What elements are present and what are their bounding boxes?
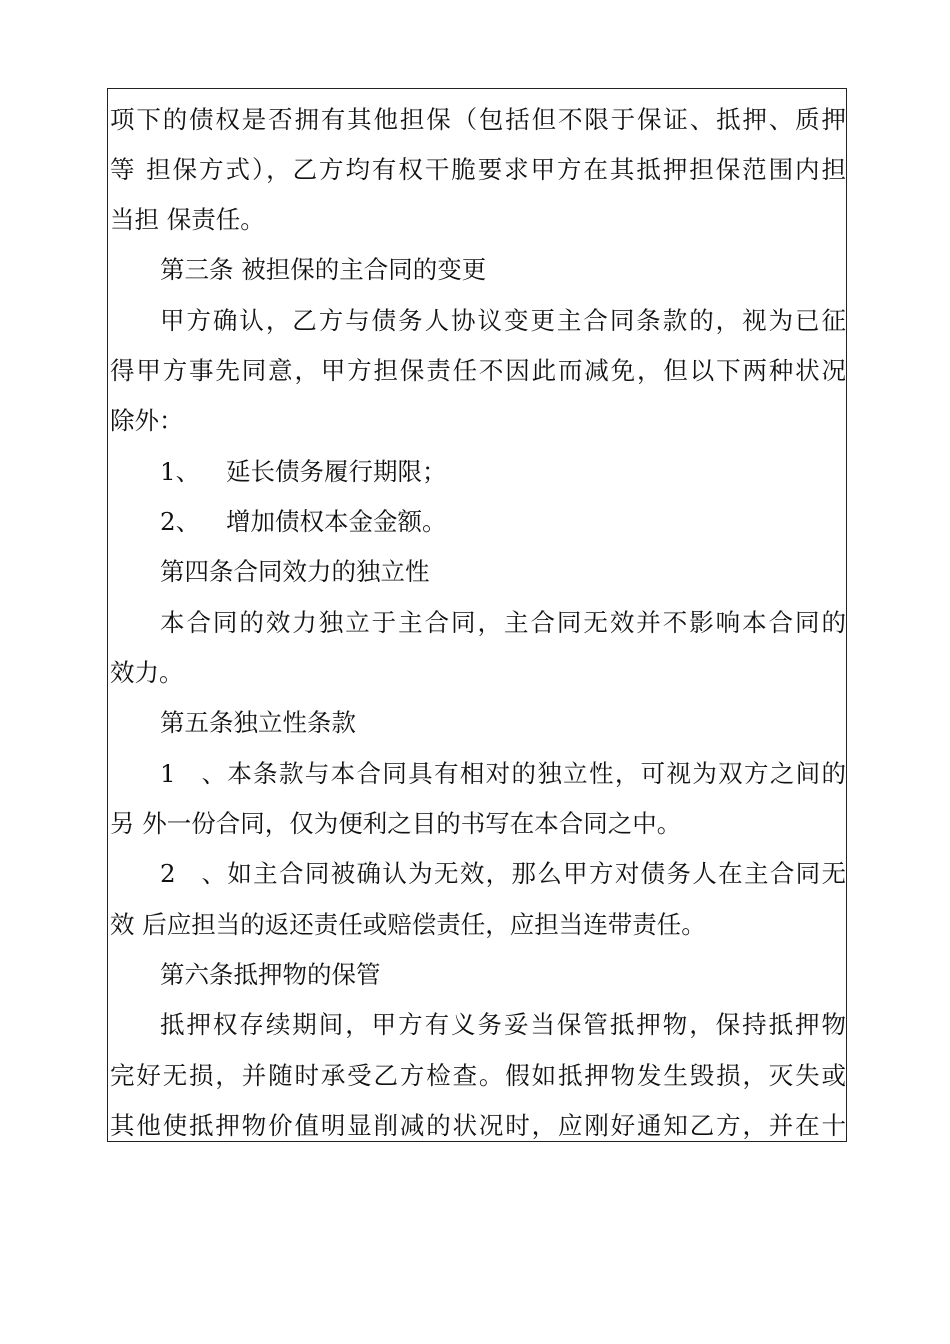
list-item-text: 本条款与本合同具有相对的独立性，可视为双方之间的 — [226, 759, 846, 788]
paragraph-line: 效 后应担当的返还责任或赔偿责任，应担当连带责任。 — [110, 910, 706, 939]
section-heading: 第五条独立性条款 — [160, 708, 356, 737]
paragraph-line: 另 外一份合同，仅为便利之目的书写在本合同之中。 — [110, 809, 682, 838]
list-item-number: 2、 — [160, 859, 226, 888]
section-heading: 第三条 被担保的主合同的变更 — [160, 255, 487, 284]
paragraph-line: 得甲方事先同意，甲方担保责任不因此而减免，但以下两种状况 — [110, 356, 846, 385]
list-item-number: 2、 — [160, 507, 201, 536]
paragraph-line: 抵押权存续期间，甲方有义务妥当保管抵押物，保持抵押物 — [160, 1010, 846, 1039]
paragraph-line: 甲方确认，乙方与债务人协议变更主合同条款的，视为已征 — [160, 306, 846, 335]
list-item-text: 增加债权本金金额。 — [226, 507, 447, 536]
list-item — [160, 756, 846, 792]
list-item — [160, 504, 846, 540]
list-item — [160, 454, 846, 490]
paragraph-line: 等 担保方式），乙方均有权干脆要求甲方在其抵押担保范围内担 — [110, 155, 846, 184]
list-item-text: 如主合同被确认为无效，那么甲方对债务人在主合同无 — [226, 859, 846, 888]
paragraph-line: 效力。 — [110, 658, 184, 687]
section-heading: 第六条抵押物的保管 — [160, 960, 381, 989]
list-item-text: 延长债务履行期限； — [226, 457, 447, 486]
list-item-number: 1、 — [160, 457, 201, 486]
paragraph-line: 完好无损，并随时承受乙方检查。假如抵押物发生毁损，灭失或 — [110, 1061, 846, 1090]
paragraph-line: 当担 保责任。 — [110, 205, 265, 234]
paragraph-line: 其他使抵押物价值明显削减的状况时，应刚好通知乙方，并在十 — [110, 1111, 846, 1140]
section-heading: 第四条合同效力的独立性 — [160, 557, 430, 586]
paragraph-line: 本合同的效力独立于主合同，主合同无效并不影响本合同的 — [160, 608, 846, 637]
paragraph-line: 项下的债权是否拥有其他担保（包括但不限于保证、抵押、质押 — [110, 105, 846, 134]
list-item-number: 1、 — [160, 759, 226, 788]
list-item — [160, 856, 846, 892]
paragraph-line: 除外： — [110, 406, 184, 435]
